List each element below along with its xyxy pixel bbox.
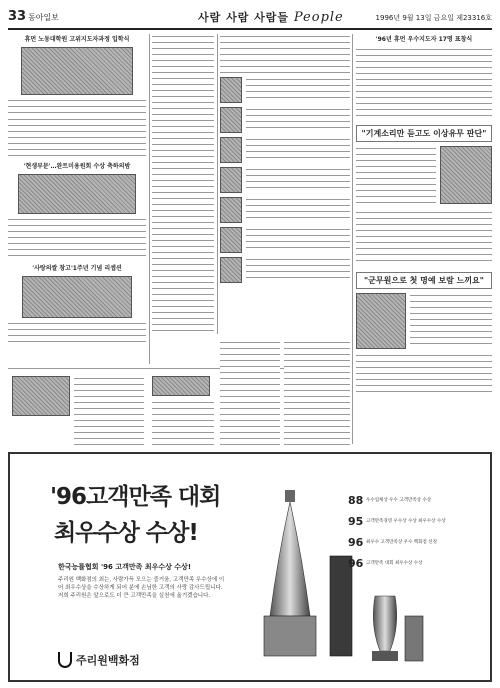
award-year: 96 <box>348 557 364 570</box>
masthead <box>8 6 492 30</box>
profile-text <box>246 167 350 193</box>
award-item <box>348 511 488 532</box>
headline-3: '사랑의쌀 창고'1주년 기념 리셉션 <box>32 265 122 272</box>
headline-2: '현생부문'…완트미용원회 수상 축하의밤 <box>23 163 131 170</box>
award-item <box>348 532 488 553</box>
article-1 <box>8 117 146 157</box>
headline-1: 휴먼 노동대학원 고위지도자과정 입학식 <box>24 36 130 43</box>
caption-1 <box>8 98 146 114</box>
photo-4 <box>12 376 70 416</box>
profile-text <box>246 77 350 103</box>
award-box-icon <box>405 616 423 661</box>
article-6 <box>410 293 492 349</box>
column-divider <box>352 34 353 444</box>
section-title-en: People <box>293 10 344 25</box>
profile-text <box>246 197 350 223</box>
department-store-logo-icon <box>58 652 72 668</box>
small-trophy-base-icon <box>372 651 398 661</box>
article-5b <box>356 210 492 266</box>
advertisement <box>8 452 492 682</box>
award-year: 96 <box>348 536 364 549</box>
award-text: 고객만족 대회 최우수상 수상 <box>366 560 423 566</box>
trophy-base-icon <box>264 616 316 656</box>
award-item <box>348 553 488 574</box>
portrait <box>220 167 242 193</box>
profile-text <box>246 227 350 253</box>
paper-name: 동아일보 <box>28 13 59 22</box>
column-divider <box>149 34 150 364</box>
photo-3 <box>22 276 132 318</box>
portrait-large <box>356 293 406 349</box>
small-trophy-icon <box>373 596 396 651</box>
article-8 <box>152 400 214 446</box>
portrait <box>220 257 242 283</box>
headline-5: "기계소리만 듣고도 이상유무 판단" <box>356 125 492 142</box>
portrait <box>220 227 242 253</box>
column-divider <box>217 34 218 334</box>
award-list <box>348 490 488 574</box>
portrait <box>220 107 242 133</box>
crystal-trophy-icon <box>270 502 310 616</box>
article-6b <box>356 353 492 393</box>
section-title-ko: 사람 사람 사람들 <box>198 11 290 24</box>
award-year: 95 <box>348 515 364 528</box>
article-10 <box>284 340 350 446</box>
award-text: 최우수 고객만족상 우수 백화점 선정 <box>366 539 437 545</box>
profile-text <box>246 107 350 133</box>
profile-text <box>246 257 350 283</box>
headline-6: "군무원으로 첫 명예 보람 느끼요" <box>356 272 492 289</box>
column-4 <box>356 34 492 444</box>
article-col2 <box>152 34 214 334</box>
dateline: 1996년 9월 13일 금요일 제23316호 <box>375 14 492 22</box>
portrait <box>220 77 242 103</box>
article-7 <box>74 376 144 446</box>
article-9 <box>220 340 280 446</box>
column-1 <box>8 34 146 364</box>
ad-subtitle: 한국능률협회 '96 고객만족 최우수상 수상! <box>58 563 192 571</box>
photo-1 <box>21 47 133 95</box>
ad-title-line1: '96고객만족 대회 <box>50 484 221 510</box>
column-3 <box>220 34 350 334</box>
headline-4: '96년 휴먼 우수지도자 17명 표창식 <box>375 36 473 43</box>
award-year: 88 <box>348 494 364 507</box>
photo-2 <box>18 174 136 214</box>
portrait <box>220 197 242 223</box>
profile-text <box>246 137 350 163</box>
trophy-top-icon <box>285 490 295 502</box>
award-text: 고객만족경영 우수상 수상 최우수상 수상 <box>366 518 446 524</box>
ad-logo <box>58 652 140 668</box>
award-item <box>348 490 488 511</box>
page-number: 33 <box>8 9 27 24</box>
article-4 <box>356 47 492 117</box>
article-col3 <box>220 34 350 74</box>
article-5 <box>356 146 436 206</box>
article-2 <box>8 217 146 259</box>
ad-body: 주리원 백화점의 최는, 사람가득 모으는 즐거움, 고객만족 우수상에 이어 최우수상을 수상하게 되어 분에 손님한 고객의 사랑 감사드립니다. 저희 주리원은 앞으로도 더 큰 고객만족을 실천에 옮기겠습니다. <box>58 577 225 599</box>
photo-5 <box>152 376 210 396</box>
ad-title-line2: 최우수상 수상! <box>54 520 198 546</box>
portrait-large <box>440 146 492 204</box>
article-3 <box>8 321 146 347</box>
ad-logo-text: 주리원백화점 <box>76 654 140 667</box>
portrait <box>220 137 242 163</box>
section-title <box>198 9 344 25</box>
award-text: 우수업체상 우수 고객만족상 수상 <box>366 497 432 503</box>
